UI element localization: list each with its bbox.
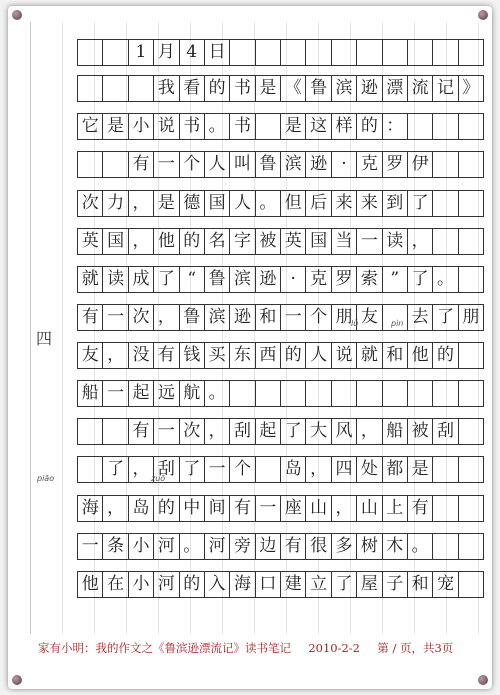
grid-cell: 刮 — [230, 419, 255, 444]
grid-cell: 立 — [306, 572, 331, 597]
grid-cell — [459, 40, 484, 65]
grid-row — [77, 190, 484, 217]
grid-cell: 漂 — [383, 76, 408, 101]
grid-cell: 去 — [408, 305, 433, 330]
grid-cell: 但 — [281, 191, 306, 216]
grid-cell: 国 — [103, 229, 128, 254]
footer-date: 2010-2-2 — [308, 641, 360, 655]
grid-cell: 逊 — [256, 267, 281, 292]
grid-row — [77, 151, 484, 178]
grid-cell: 建 — [281, 572, 306, 597]
grid-row — [77, 456, 484, 483]
grid-cell: 逊 — [306, 152, 331, 177]
grid-cell: 。 — [205, 114, 230, 139]
grid-cell: 有 — [78, 305, 103, 330]
grid-cell: 日 — [205, 40, 230, 65]
grid-cell: 上 — [383, 496, 408, 521]
grid-cell: 条 — [103, 534, 128, 559]
grid-cell: ， — [357, 419, 382, 444]
grid-cell: 国 — [205, 191, 230, 216]
grid-cell: 滨 — [281, 152, 306, 177]
grid-cell: 旁 — [230, 534, 255, 559]
grid-cell: 小 — [129, 534, 154, 559]
grid-cell: 索 — [357, 267, 382, 292]
grid-cell: 克 — [357, 152, 382, 177]
grid-cell — [357, 381, 382, 406]
grid-cell: 样 — [332, 114, 357, 139]
grid-cell: 的 — [180, 572, 205, 597]
grid-cell: ， — [306, 457, 331, 482]
grid-cell — [459, 343, 484, 368]
grid-cell: 说 — [154, 114, 179, 139]
grid-cell — [103, 40, 128, 65]
grid-cell: 人 — [230, 191, 255, 216]
grid-cell: ， — [332, 496, 357, 521]
margin-mark: 四 — [36, 329, 53, 348]
grid-cell: 被 — [408, 419, 433, 444]
grid-cell — [78, 419, 103, 444]
grid-cell: 有 — [230, 496, 255, 521]
grid-cell: 看 — [180, 76, 205, 101]
notebook-page — [8, 6, 492, 689]
grid-row — [77, 418, 484, 445]
grid-cell: 它 — [78, 114, 103, 139]
grid-cell: 很 — [306, 534, 331, 559]
grid-cell: 人 — [205, 152, 230, 177]
grid-cell: 滨 — [230, 267, 255, 292]
pinyin-annotation: piāo — [37, 474, 55, 483]
grid-cell: 没 — [129, 343, 154, 368]
grid-cell — [383, 381, 408, 406]
grid-cell: 。 — [433, 267, 458, 292]
grid-cell: 了 — [332, 572, 357, 597]
grid-cell — [459, 114, 484, 139]
grid-cell: 是 — [408, 457, 433, 482]
grid-cell: 我 — [154, 76, 179, 101]
grid-cell: 来 — [332, 191, 357, 216]
grid-cell: 罗 — [332, 267, 357, 292]
grid-cell: 他 — [408, 343, 433, 368]
grid-cell: 海 — [230, 572, 255, 597]
grid-cell: 有 — [129, 419, 154, 444]
grid-cell — [433, 191, 458, 216]
grid-cell: 山 — [306, 496, 331, 521]
grid-cell — [433, 229, 458, 254]
grid-cell: 边 — [256, 534, 281, 559]
grid-cell: 一 — [103, 305, 128, 330]
grid-cell: 有 — [154, 343, 179, 368]
grid-cell: 后 — [306, 191, 331, 216]
grid-cell: 英 — [281, 229, 306, 254]
corner-pin-icon — [478, 675, 488, 685]
grid-cell: 友 — [78, 343, 103, 368]
grid-cell: 次 — [129, 305, 154, 330]
grid-cell — [433, 496, 458, 521]
grid-cell: 航 — [180, 381, 205, 406]
grid-cell — [78, 457, 103, 482]
grid-cell: 鲁 — [180, 305, 205, 330]
grid-cell: 的 — [205, 76, 230, 101]
grid-cell: 了 — [180, 457, 205, 482]
grid-cell: 了 — [408, 191, 433, 216]
corner-pin-icon — [12, 10, 22, 20]
grid-cell — [433, 114, 458, 139]
grid-cell: 是 — [103, 114, 128, 139]
grid-cell — [103, 419, 128, 444]
grid-cell — [78, 152, 103, 177]
grid-cell: 一 — [103, 381, 128, 406]
grid-cell: 来 — [357, 191, 382, 216]
grid-cell — [230, 40, 255, 65]
grid-cell: 逊 — [357, 76, 382, 101]
grid-cell: ， — [129, 229, 154, 254]
grid-cell: ， — [103, 496, 128, 521]
grid-cell: ， — [103, 343, 128, 368]
grid-cell: 处 — [357, 457, 382, 482]
grid-cell: 多 — [332, 534, 357, 559]
grid-cell: 是 — [154, 191, 179, 216]
grid-cell: 中 — [180, 496, 205, 521]
grid-cell: 。 — [205, 381, 230, 406]
grid-cell: “ — [180, 267, 205, 292]
grid-cell: 有 — [281, 534, 306, 559]
grid-cell: 是 — [256, 76, 281, 101]
grid-cell: 河 — [154, 572, 179, 597]
grid-cell: 》 — [459, 76, 484, 101]
grid-cell — [78, 40, 103, 65]
grid-cell: 刮 — [154, 457, 179, 482]
grid-cell: 小 — [129, 114, 154, 139]
grid-cell: 有 — [129, 152, 154, 177]
grid-cell: 都 — [383, 457, 408, 482]
grid-cell: 的 — [154, 496, 179, 521]
grid-cell: 岛 — [281, 457, 306, 482]
grid-cell: ， — [154, 305, 179, 330]
grid-cell: 河 — [205, 534, 230, 559]
grid-cell: 。 — [180, 534, 205, 559]
grid-cell: 个 — [180, 152, 205, 177]
grid-cell: 罗 — [383, 152, 408, 177]
grid-cell — [459, 457, 484, 482]
grid-cell: 的 — [180, 229, 205, 254]
grid-cell: 书 — [180, 114, 205, 139]
grid-cell: 一 — [78, 534, 103, 559]
grid-cell: 国 — [306, 229, 331, 254]
grid-cell: 的 — [433, 343, 458, 368]
grid-cell: 起 — [256, 419, 281, 444]
grid-cell: 4 — [180, 40, 205, 65]
corner-pin-icon — [12, 675, 22, 685]
grid-cell — [459, 496, 484, 521]
grid-row — [77, 228, 484, 255]
grid-cell: 买 — [205, 343, 230, 368]
grid-cell: 滨 — [205, 305, 230, 330]
grid-cell: 被 — [256, 229, 281, 254]
grid-row — [77, 342, 484, 369]
grid-cell: 他 — [154, 229, 179, 254]
grid-cell: 在 — [103, 572, 128, 597]
grid-cell: 流 — [408, 76, 433, 101]
grid-cell: 名 — [205, 229, 230, 254]
grid-cell: 滨 — [332, 76, 357, 101]
grid-cell: 一 — [256, 496, 281, 521]
grid-cell: 字 — [230, 229, 255, 254]
grid-cell: 树 — [357, 534, 382, 559]
grid-cell: 钱 — [180, 343, 205, 368]
grid-cell: 山 — [357, 496, 382, 521]
grid-cell: 四 — [332, 457, 357, 482]
grid-cell — [306, 40, 331, 65]
grid-cell: ” — [383, 267, 408, 292]
grid-cell: 船 — [78, 381, 103, 406]
grid-cell: 有 — [408, 496, 433, 521]
grid-cell: 1 — [129, 40, 154, 65]
grid-cell: 就 — [357, 343, 382, 368]
footer-page-label: 第 / 页，共3页 — [377, 641, 454, 655]
grid-cell — [408, 114, 433, 139]
grid-cell: 口 — [256, 572, 281, 597]
grid-cell: 《 — [281, 76, 306, 101]
footer-title: 家有小明：我的作文之《鲁滨逊漂流记》读书笔记 — [38, 641, 291, 655]
grid-cell: 了 — [281, 419, 306, 444]
grid-cell: 。 — [408, 534, 433, 559]
grid-cell — [256, 381, 281, 406]
grid-cell: 的 — [357, 114, 382, 139]
grid-cell — [459, 191, 484, 216]
grid-row — [77, 495, 484, 522]
grid-cell: 子 — [383, 572, 408, 597]
grid-cell: ， — [408, 229, 433, 254]
grid-cell: 和 — [256, 305, 281, 330]
grid-cell: 了 — [408, 267, 433, 292]
grid-cell — [433, 534, 458, 559]
grid-cell: 月 — [154, 40, 179, 65]
grid-cell: 成 — [129, 267, 154, 292]
grid-cell: · — [281, 267, 306, 292]
grid-cell: 宠 — [433, 572, 458, 597]
grid-row — [77, 39, 484, 66]
grid-cell: 人 — [306, 343, 331, 368]
grid-cell: 座 — [281, 496, 306, 521]
grid-cell: 。 — [256, 191, 281, 216]
grid-cell: 个 — [306, 305, 331, 330]
grid-cell — [129, 76, 154, 101]
grid-cell: 记 — [433, 76, 458, 101]
grid-cell: · — [332, 152, 357, 177]
grid-cell: 英 — [78, 229, 103, 254]
grid-cell — [459, 229, 484, 254]
grid-cell: 克 — [306, 267, 331, 292]
grid-cell — [408, 40, 433, 65]
grid-cell — [383, 40, 408, 65]
pinyin-annotation: lǔ — [351, 319, 359, 328]
grid-cell: 风 — [332, 419, 357, 444]
grid-cell — [256, 114, 281, 139]
grid-cell: 了 — [103, 457, 128, 482]
grid-cell — [332, 40, 357, 65]
grid-cell: ， — [205, 419, 230, 444]
grid-cell: 屋 — [357, 572, 382, 597]
grid-cell: 了 — [433, 305, 458, 330]
grid-cell: 是 — [281, 114, 306, 139]
grid-cell: 个 — [230, 457, 255, 482]
grid-cell: 叫 — [230, 152, 255, 177]
grid-cell: 海 — [78, 496, 103, 521]
grid-cell: 他 — [78, 572, 103, 597]
grid-cell: 书 — [230, 76, 255, 101]
grid-row — [77, 266, 484, 293]
grid-cell: 岛 — [129, 496, 154, 521]
grid-cell: 这 — [306, 114, 331, 139]
grid-cell — [230, 381, 255, 406]
grid-cell: 木 — [383, 534, 408, 559]
grid-cell — [433, 152, 458, 177]
grid-cell: 起 — [129, 381, 154, 406]
grid-cell: 河 — [154, 534, 179, 559]
grid-cell: 读 — [383, 229, 408, 254]
grid-cell: 鲁 — [256, 152, 281, 177]
grid-cell — [459, 267, 484, 292]
grid-cell — [433, 381, 458, 406]
grid-cell — [78, 76, 103, 101]
grid-cell: 一 — [357, 229, 382, 254]
grid-row — [77, 571, 484, 598]
grid-cell: 船 — [383, 419, 408, 444]
grid-cell: 友 — [357, 305, 382, 330]
grid-cell — [281, 40, 306, 65]
grid-cell: 伊 — [408, 152, 433, 177]
grid-cell — [357, 40, 382, 65]
grid-cell: 书 — [230, 114, 255, 139]
grid-cell: 力 — [103, 191, 128, 216]
grid-cell: 鲁 — [306, 76, 331, 101]
grid-cell: 就 — [78, 267, 103, 292]
grid-cell — [433, 457, 458, 482]
grid-cell: 读 — [103, 267, 128, 292]
grid-cell: ， — [129, 457, 154, 482]
grid-cell — [459, 381, 484, 406]
grid-cell: ： — [383, 114, 408, 139]
grid-cell: 远 — [154, 381, 179, 406]
grid-cell: 次 — [180, 419, 205, 444]
grid-cell: 当 — [332, 229, 357, 254]
grid-cell — [459, 534, 484, 559]
grid-cell: 东 — [230, 343, 255, 368]
grid-row — [77, 113, 484, 140]
grid-cell — [433, 40, 458, 65]
grid-row — [77, 304, 484, 331]
writing-grid — [30, 22, 489, 634]
grid-cell: 朋 — [332, 305, 357, 330]
grid-cell — [459, 152, 484, 177]
grid-cell: 的 — [281, 343, 306, 368]
grid-cell: 间 — [205, 496, 230, 521]
grid-cell: 刮 — [433, 419, 458, 444]
grid-cell — [306, 381, 331, 406]
grid-row — [77, 533, 484, 560]
grid-cell: 西 — [256, 343, 281, 368]
grid-cell: 一 — [154, 152, 179, 177]
grid-cell — [459, 419, 484, 444]
grid-cell: 大 — [306, 419, 331, 444]
grid-cell: 一 — [205, 457, 230, 482]
grid-cell: 次 — [78, 191, 103, 216]
grid-cell: ， — [129, 191, 154, 216]
grid-cell — [256, 457, 281, 482]
grid-cell — [281, 381, 306, 406]
grid-cell — [103, 76, 128, 101]
grid-row — [77, 75, 484, 102]
grid-cell — [103, 152, 128, 177]
grid-cell: 和 — [408, 572, 433, 597]
pinyin-annotation: zuō — [151, 474, 166, 483]
grid-cell: 逊 — [230, 305, 255, 330]
footer — [38, 640, 478, 660]
grid-cell — [256, 40, 281, 65]
grid-cell: 了 — [154, 267, 179, 292]
grid-cell: 一 — [154, 419, 179, 444]
grid-cell: 朋 — [459, 305, 484, 330]
grid-cell — [408, 381, 433, 406]
pinyin-annotation: pìn — [391, 319, 404, 328]
grid-cell — [459, 572, 484, 597]
corner-pin-icon — [478, 10, 488, 20]
grid-cell: 到 — [383, 191, 408, 216]
grid-cell: 德 — [180, 191, 205, 216]
grid-cell — [332, 381, 357, 406]
grid-cell: 入 — [205, 572, 230, 597]
grid-cell: 鲁 — [205, 267, 230, 292]
grid-cell: 和 — [383, 343, 408, 368]
grid-cell: 说 — [332, 343, 357, 368]
grid-row — [77, 380, 484, 407]
grid-cell: 一 — [281, 305, 306, 330]
grid-cell: 小 — [129, 572, 154, 597]
